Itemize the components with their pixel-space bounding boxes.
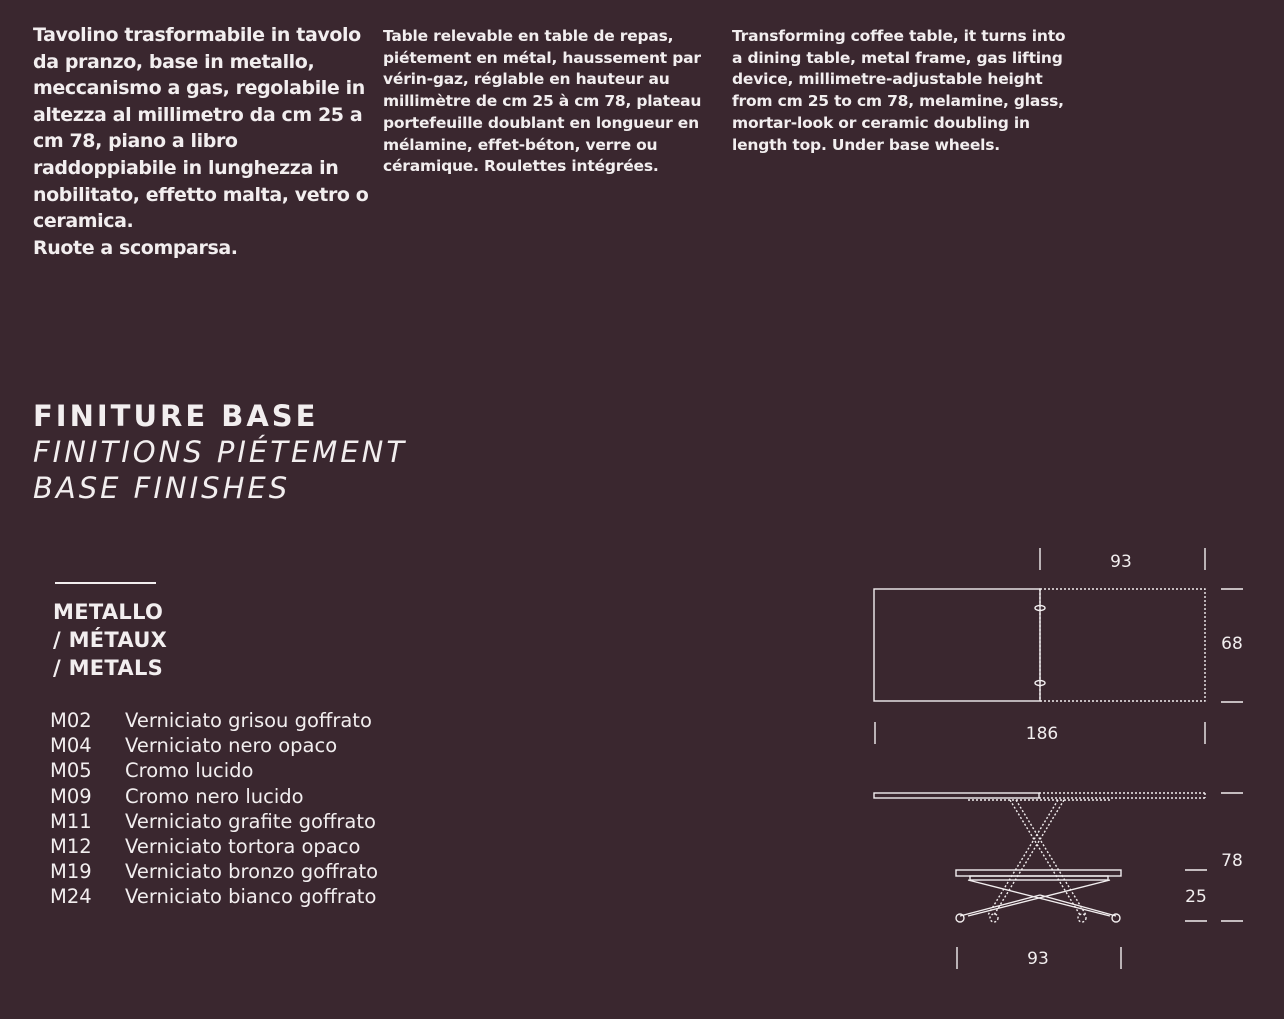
finish-code: M05 (50, 759, 92, 783)
finish-name: Verniciato grafite goffrato (125, 809, 376, 833)
dimension-extension-width: 93 (1110, 552, 1132, 572)
side-dimension-lines (957, 793, 1243, 969)
lowered-support (970, 876, 1108, 880)
raised-top (874, 793, 1039, 798)
dimension-min-height: 25 (1185, 887, 1207, 907)
finish-code: M02 (50, 709, 92, 732)
finishes-heading-italian: FINITURE BASE (33, 399, 319, 433)
finish-code: M11 (50, 809, 92, 833)
finishes-heading-english: BASE FINISHES (33, 471, 291, 505)
description-french: Table relevable en table de repas, piétement en métal, haussement par vérin-gaz, réglable en hauteur au millimètre de cm 25 à cm 78, plateau portefeuille doublant en longueur en mélamine, effet-béton, verre ou céramique. Roulettes intégrées. (383, 27, 702, 176)
finish-name: Cromo nero lucido (125, 784, 304, 808)
table-plan-view (874, 589, 1205, 701)
finish-name: Cromo lucido (125, 759, 254, 783)
metal-title-french: / MÉTAUX (53, 628, 168, 652)
finishes-heading-french: FINITIONS PIÉTEMENT (33, 435, 408, 469)
table-side-view (874, 793, 1205, 922)
wheel-icon (956, 914, 964, 922)
lowered-top (956, 870, 1121, 876)
dimension-max-height: 78 (1221, 851, 1243, 871)
plan-dimension-lines (875, 548, 1243, 744)
finish-name: Verniciato nero opaco (125, 734, 338, 758)
finish-name: Verniciato grisou goffrato (125, 709, 372, 732)
metal-title-english: / METALS (53, 656, 164, 680)
finish-name: Verniciato bronzo goffrato (125, 860, 379, 884)
description-english: Transforming coffee table, it turns into a dining table, metal frame, gas lifting device, millimetre-adjustable height from cm 25 to cm 78, melamine, glass, mortar-look or ceramic doubling in length top. Under base wheels. (732, 27, 1066, 154)
dimension-top-depth: 68 (1221, 634, 1243, 654)
table-top-outline (874, 589, 1040, 701)
description-italian: Tavolino trasformabile in tavolo da pranzo, base in metallo, meccanismo a gas, regolabile in altezza al millimetro da cm 25 a cm 78, piano a libro raddoppiabile in lunghezza in nobilitato, effetto malta, vetro o ceramica. Ruote a scomparsa. (33, 24, 369, 259)
wheel-icon (1112, 914, 1120, 922)
dimension-base-width: 93 (1027, 949, 1049, 969)
dimension-total-length: 186 (1025, 724, 1059, 744)
finish-name: Verniciato tortora opaco (125, 835, 361, 859)
finish-code: M09 (50, 784, 92, 808)
finish-name: Verniciato bianco goffrato (125, 885, 377, 909)
finish-code: M24 (50, 885, 92, 909)
finish-code: M19 (50, 860, 92, 884)
metal-title-italian: METALLO (53, 600, 164, 624)
finish-code: M04 (50, 734, 92, 758)
finish-code: M12 (50, 835, 92, 859)
extension-leaf-outline (1040, 589, 1205, 701)
